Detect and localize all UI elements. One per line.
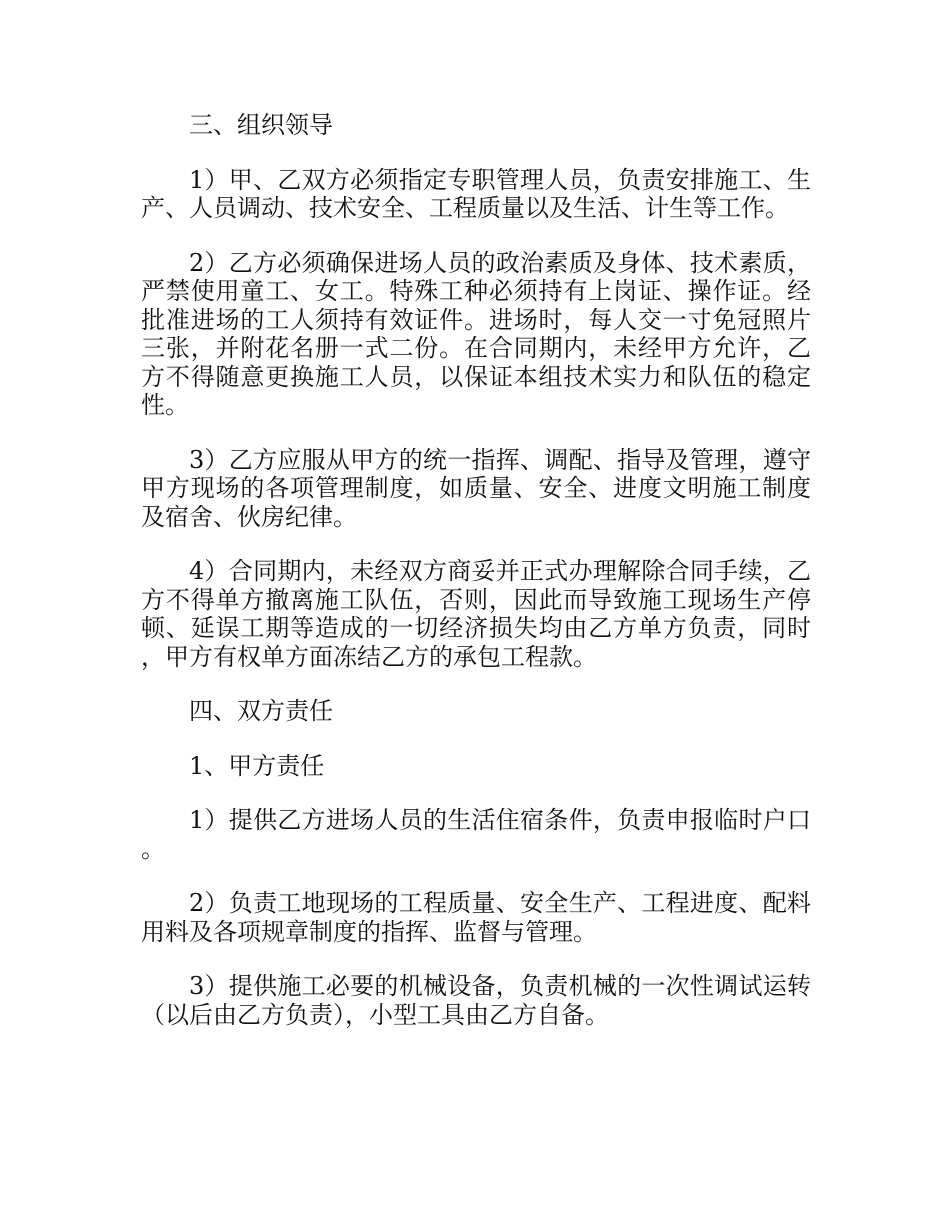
paragraph-accommodation: 1）提供乙方进场人员的生活住宿条件，负责申报临时户口。 bbox=[141, 806, 811, 863]
paragraph-equipment: 3）提供施工必要的机械设备，负责机械的一次性调试运转（以后由乙方负责），小型工具由乙方自备。 bbox=[141, 972, 811, 1029]
paragraph-site-supervision: 2）负责工地现场的工程质量、安全生产、工程进度、配料用料及各项规章制度的指挥、监督与管理。 bbox=[141, 889, 811, 946]
paragraph-obey-management: 3）乙方应服从甲方的统一指挥、调配、指导及管理，遵守甲方现场的各项管理制度，如质量、安全、进度文明施工制度及宿舍、伙房纪律。 bbox=[141, 445, 811, 531]
subsection-heading-party-a: 1、甲方责任 bbox=[189, 751, 325, 780]
document-body bbox=[141, 111, 811, 1055]
paragraph-management-staff: 1）甲、乙双方必须指定专职管理人员，负责安排施工、生产、人员调动、技术安全、工程质量以及生活、计生等工作。 bbox=[141, 165, 811, 222]
paragraph-personnel-quality: 2）乙方必须确保进场人员的政治素质及身体、技术素质，严禁使用童工、女工。特殊工种必须持有上岗证、操作证。经批准进场的工人须持有效证件。进场时，每人交一寸免冠照片三张，并附花名册一式二份。在合同期内，未经甲方允许，乙方不得随意更换施工人员，以保证本组技术实力和队伍的稳定性。 bbox=[141, 248, 811, 419]
section-heading-responsibilities: 四、双方责任 bbox=[189, 697, 333, 725]
paragraph-contract-termination: 4）合同期内，未经双方商妥并正式办理解除合同手续，乙方不得单方撤离施工队伍，否则，因此而导致施工现场生产停顿、延误工期等造成的一切经济损失均由乙方单方负责，同时，甲方有权单方面冻结乙方的承包工程款。 bbox=[141, 557, 811, 671]
section-heading-organization: 三、组织领导 bbox=[189, 111, 333, 139]
